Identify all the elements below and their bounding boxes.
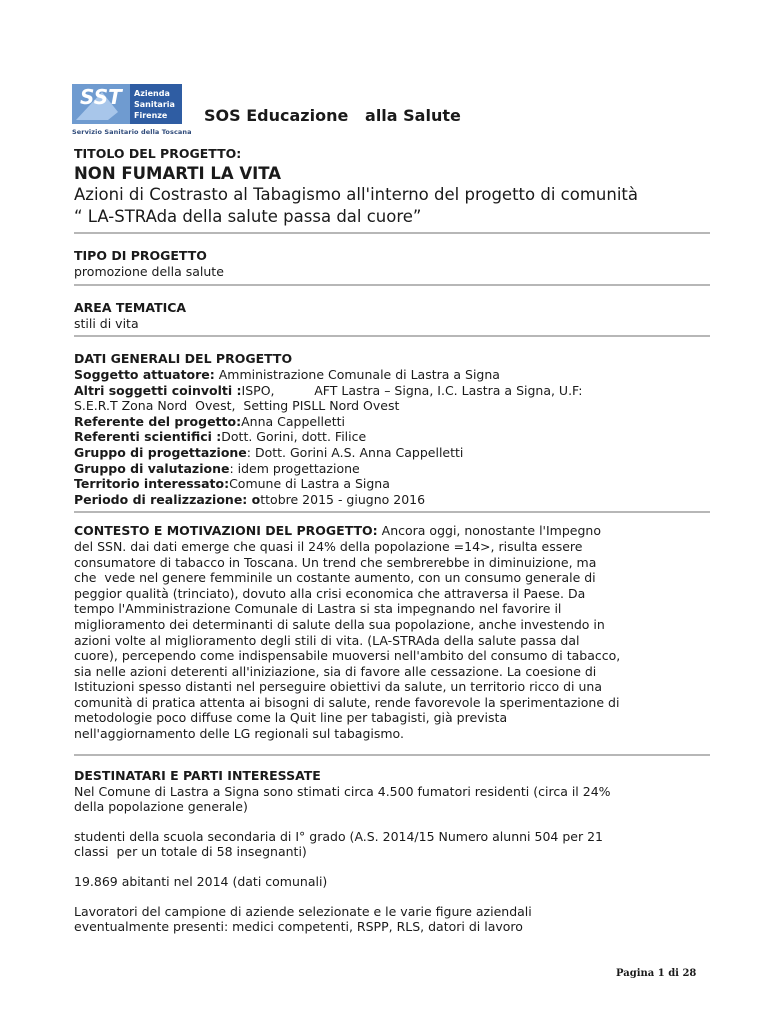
dati-row: Soggetto attuatore: Amministrazione Comunale di Lastra a Signa	[74, 367, 500, 382]
logo-line-3: Firenze	[134, 111, 168, 120]
project-subtitle-1: Azioni di Costrasto al Tabagismo all'interno del progetto di comunità	[74, 185, 638, 204]
dati-label: DATI GENERALI DEL PROGETTO	[74, 351, 293, 366]
header	[72, 84, 712, 140]
dati-row: Gruppo di progettazione: Dott. Gorini A.S. Anna Cappelletti	[74, 444, 464, 460]
project-title: NON FUMARTI LA VITA	[74, 164, 282, 183]
divider	[74, 284, 710, 286]
destinatari-p4: Lavoratori del campione di aziende selezionate e le varie figure aziendali eventualmente presenti: medici competenti, RSPP, RLS, datori di lavoro	[74, 903, 532, 935]
page-number: Pagina 1 di 28	[616, 968, 697, 979]
tipo-label: TIPO DI PROGETTO	[74, 248, 207, 263]
dati-row: Referente del progetto:Anna Cappelletti	[74, 413, 345, 429]
divider	[74, 511, 710, 513]
dati-row: Altri soggetti coinvolti :ISPO, AFT Lastra – Signa, I.C. Lastra a Signa, U.F:	[74, 382, 583, 398]
area-value: stili di vita	[74, 315, 139, 331]
dati-row: S.E.R.T Zona Nord Ovest, Setting PISLL Nord Ovest	[74, 398, 400, 414]
document-body	[74, 146, 710, 935]
divider	[74, 754, 710, 756]
contesto-paragraph: CONTESTO E MOTIVAZIONI DEL PROGETTO: Ancora oggi, nonostante l'Impegno del SSN. dai dati emerge che quasi il 24% della popolazione =14>, risulta essere consumatore di tabacco in Toscana. Un trend che sembrerebbe in diminuizione, ma che vede nel genere femminile un costante aumento, con un consumo generale di peggior qualità (trinciato), dovuto alla crisi economica che attraversa il Paese. Da tempo l'Amministrazione Comunale di Lastra si sta impegnando nel favorire il miglioramento dei determinanti di salute della sua popolazione, anche investendo in azioni volte al miglioramento degli stili di vita. (LA-STRAda della salute passa dal cuore), percependo come indispensabile muoversi nell'ambito del consumo di tabacco, sia nelle azioni deterenti all'iniziazione, sia di favore alle cessazione. La coesione di Istituzioni spesso distanti nel perseguire obiettivi da salute, un territorio ricco di una comunità di pratica attenta ai bisogni di salute, rende favorevole la sperimentazione di metodologie poco diffuse come la Quit line per tabagisti, già prevista nell'aggiornamento delle LG regionali sul tabagismo.	[74, 523, 621, 742]
dati-row: Gruppo di valutazione: idem progettazione	[74, 460, 360, 476]
logo-line-2: Sanitaria	[134, 100, 175, 109]
tipo-value: promozione della salute	[74, 264, 224, 279]
destinatari-p3: 19.869 abitanti nel 2014 (dati comunali)	[74, 874, 328, 890]
dati-row: Territorio interessato:Comune di Lastra a Signa	[74, 476, 390, 492]
logo-mark: SST	[80, 85, 122, 109]
dati-row: Periodo di realizzazione: ottobre 2015 - giugno 2016	[74, 491, 426, 507]
area-label: AREA TEMATICA	[74, 299, 187, 315]
divider	[74, 335, 710, 337]
project-subtitle-2: “ LA-STRAda della salute passa dal cuore”	[74, 207, 422, 226]
sst-logo-icon	[72, 84, 200, 128]
dati-row: Referenti scientifici :Dott. Gorini, dott. Filice	[74, 429, 367, 445]
department-title: SOS Educazione alla Salute	[204, 106, 461, 125]
logo-caption: Servizio Sanitario della Toscana	[72, 128, 192, 136]
destinatari-p1: Nel Comune di Lastra a Signa sono stimati circa 4.500 fumatori residenti (circa il 24% della popolazione generale)	[74, 783, 611, 815]
logo-line-1: Azienda	[134, 89, 170, 98]
contesto-label: CONTESTO E MOTIVAZIONI DEL PROGETTO:	[74, 523, 378, 539]
asl-logo	[72, 84, 200, 136]
divider	[74, 232, 710, 234]
destinatari-label: DESTINATARI E PARTI INTERESSATE	[74, 767, 321, 783]
destinatari-p2: studenti della scuola secondaria di I° grado (A.S. 2014/15 Numero alunni 504 per 21 classi per un totale di 58 insegnanti)	[74, 828, 603, 860]
title-label: TITOLO DEL PROGETTO:	[74, 146, 242, 161]
